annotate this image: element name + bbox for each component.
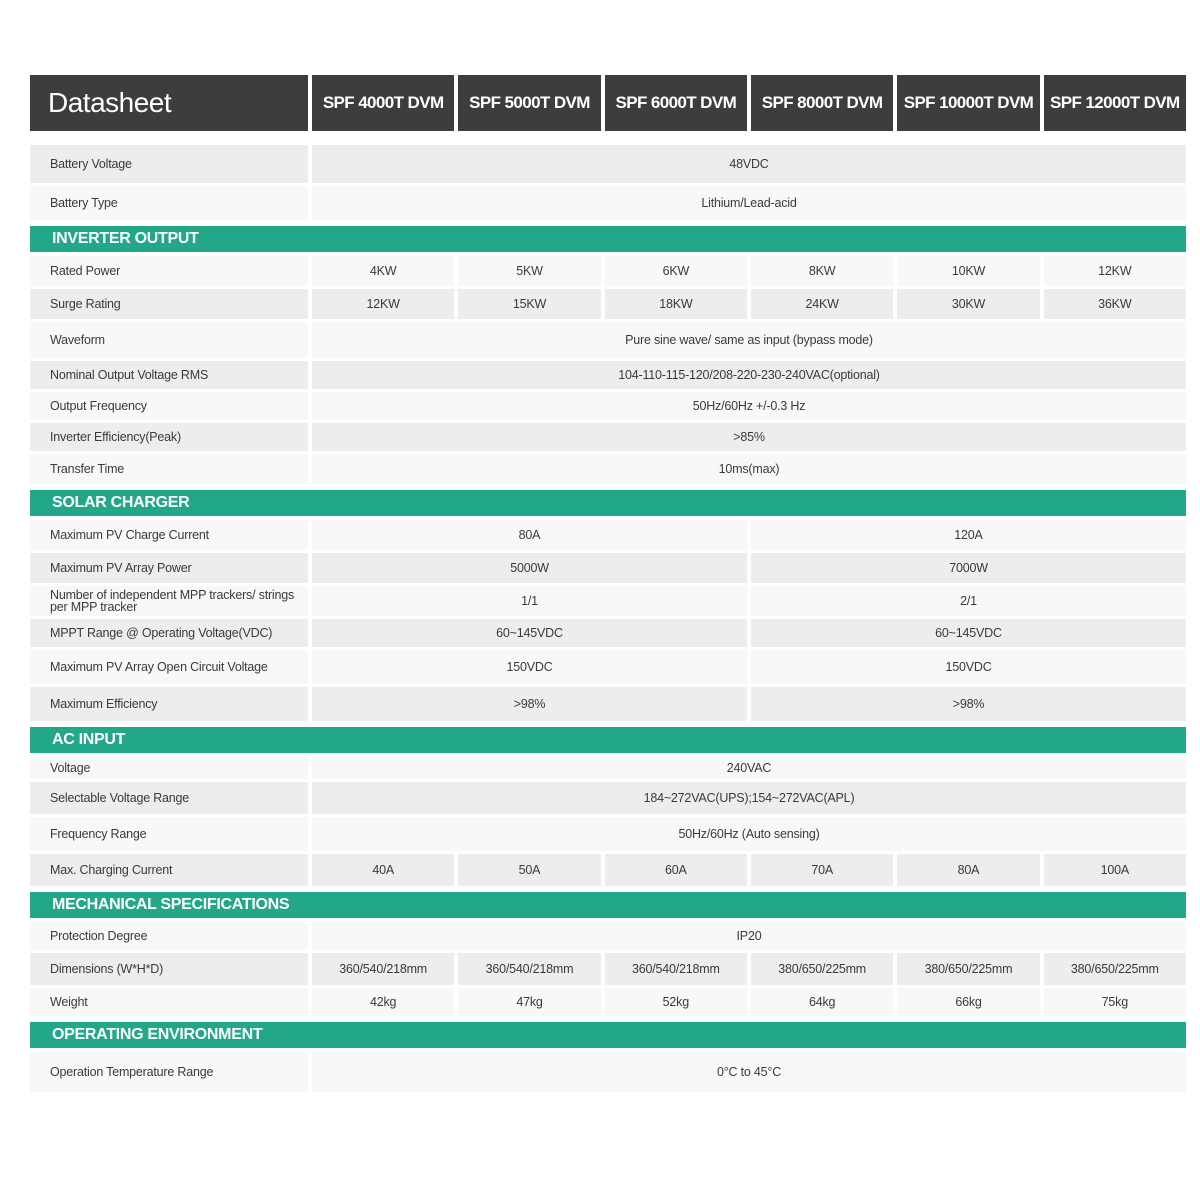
table-row (30, 423, 1186, 451)
table-row (30, 392, 1186, 420)
row-label: Battery Type (30, 186, 308, 220)
model-header-4: SPF 8000T DVM (751, 75, 893, 131)
table-cell: 150VDC (751, 650, 1186, 684)
model-header-3: SPF 6000T DVM (605, 75, 747, 131)
model-header-1: SPF 4000T DVM (312, 75, 454, 131)
table-cell: >85% (312, 423, 1186, 451)
datasheet-title: Datasheet (30, 75, 308, 131)
table-cell: 48VDC (312, 145, 1186, 183)
table-cell: 380/650/225mm (751, 953, 893, 985)
section-header: INVERTER OUTPUT (30, 226, 1186, 252)
row-label: Nominal Output Voltage RMS (30, 361, 308, 389)
table-cell: >98% (751, 687, 1186, 721)
table-cell: 47kg (458, 988, 600, 1016)
table-cell: 1/1 (312, 586, 747, 616)
table-row (30, 650, 1186, 684)
table-row (30, 454, 1186, 484)
section-header: SOLAR CHARGER (30, 490, 1186, 516)
row-label: Voltage (30, 757, 308, 779)
table-row (30, 953, 1186, 985)
table-cell: 380/650/225mm (897, 953, 1039, 985)
table-cell: 52kg (605, 988, 747, 1016)
table-cell: 50Hz/60Hz (Auto sensing) (312, 817, 1186, 851)
table-row (30, 186, 1186, 220)
table-row (30, 757, 1186, 779)
row-label: Waveform (30, 322, 308, 358)
section-header: MECHANICAL SPECIFICATIONS (30, 892, 1186, 918)
table-cell: 380/650/225mm (1044, 953, 1186, 985)
table-cell: 15KW (458, 289, 600, 319)
table-cell: 60~145VDC (312, 619, 747, 647)
table-cell: 104-110-115-120/208-220-230-240VAC(optional) (312, 361, 1186, 389)
table-cell: 2/1 (751, 586, 1186, 616)
table-cell: 30KW (897, 289, 1039, 319)
table-cell: 0°C to 45°C (312, 1052, 1186, 1092)
table-body (30, 145, 1186, 1092)
row-label: Dimensions (W*H*D) (30, 953, 308, 985)
table-row (30, 922, 1186, 950)
table-cell: 64kg (751, 988, 893, 1016)
table-cell: 80A (312, 520, 747, 550)
row-label: Max. Charging Current (30, 854, 308, 886)
table-cell: 360/540/218mm (605, 953, 747, 985)
table-cell: 60~145VDC (751, 619, 1186, 647)
table-cell: 60A (605, 854, 747, 886)
table-cell: >98% (312, 687, 747, 721)
row-label: Number of independent MPP trackers/ strings per MPP tracker (30, 586, 308, 616)
row-label: Frequency Range (30, 817, 308, 851)
row-label: Inverter Efficiency(Peak) (30, 423, 308, 451)
table-cell: 4KW (312, 256, 454, 286)
table-cell: 50Hz/60Hz +/-0.3 Hz (312, 392, 1186, 420)
table-cell: 8KW (751, 256, 893, 286)
table-row (30, 322, 1186, 358)
table-cell: 18KW (605, 289, 747, 319)
table-cell: IP20 (312, 922, 1186, 950)
table-cell: 6KW (605, 256, 747, 286)
row-label: Weight (30, 988, 308, 1016)
row-label: Rated Power (30, 256, 308, 286)
table-cell: 10KW (897, 256, 1039, 286)
row-label: Maximum PV Array Power (30, 553, 308, 583)
table-row (30, 817, 1186, 851)
table-cell: 360/540/218mm (312, 953, 454, 985)
row-label: Operation Temperature Range (30, 1052, 308, 1092)
table-row (30, 361, 1186, 389)
model-header-2: SPF 5000T DVM (458, 75, 600, 131)
table-row (30, 256, 1186, 286)
row-label: Maximum PV Array Open Circuit Voltage (30, 650, 308, 684)
table-cell: 7000W (751, 553, 1186, 583)
table-row (30, 782, 1186, 814)
table-row (30, 586, 1186, 616)
section-header: OPERATING ENVIRONMENT (30, 1022, 1186, 1048)
table-cell: Lithium/Lead-acid (312, 186, 1186, 220)
table-cell: 5KW (458, 256, 600, 286)
row-label: Maximum Efficiency (30, 687, 308, 721)
row-label: Battery Voltage (30, 145, 308, 183)
table-cell: 184~272VAC(UPS);154~272VAC(APL) (312, 782, 1186, 814)
table-cell: 12KW (312, 289, 454, 319)
table-cell: 50A (458, 854, 600, 886)
row-label: Selectable Voltage Range (30, 782, 308, 814)
table-row (30, 145, 1186, 183)
table-cell: 40A (312, 854, 454, 886)
model-header-6: SPF 12000T DVM (1044, 75, 1186, 131)
table-cell: Pure sine wave/ same as input (bypass mode) (312, 322, 1186, 358)
model-header-5: SPF 10000T DVM (897, 75, 1039, 131)
table-cell: 10ms(max) (312, 454, 1186, 484)
row-label: Output Frequency (30, 392, 308, 420)
row-label: Transfer Time (30, 454, 308, 484)
table-cell: 360/540/218mm (458, 953, 600, 985)
table-cell: 70A (751, 854, 893, 886)
table-cell: 24KW (751, 289, 893, 319)
table-cell: 100A (1044, 854, 1186, 886)
row-label: MPPT Range @ Operating Voltage(VDC) (30, 619, 308, 647)
table-row (30, 988, 1186, 1016)
table-header (30, 75, 1186, 131)
table-cell: 42kg (312, 988, 454, 1016)
table-row (30, 619, 1186, 647)
table-cell: 120A (751, 520, 1186, 550)
table-cell: 12KW (1044, 256, 1186, 286)
table-cell: 66kg (897, 988, 1039, 1016)
table-row (30, 854, 1186, 886)
table-row (30, 553, 1186, 583)
row-label: Maximum PV Charge Current (30, 520, 308, 550)
table-cell: 36KW (1044, 289, 1186, 319)
table-cell: 240VAC (312, 757, 1186, 779)
datasheet-table (30, 75, 1186, 1095)
table-cell: 75kg (1044, 988, 1186, 1016)
table-row (30, 687, 1186, 721)
table-row (30, 289, 1186, 319)
row-label: Protection Degree (30, 922, 308, 950)
table-cell: 80A (897, 854, 1039, 886)
table-row (30, 1052, 1186, 1092)
table-cell: 150VDC (312, 650, 747, 684)
table-row (30, 520, 1186, 550)
table-cell: 5000W (312, 553, 747, 583)
row-label: Surge Rating (30, 289, 308, 319)
section-header: AC INPUT (30, 727, 1186, 753)
